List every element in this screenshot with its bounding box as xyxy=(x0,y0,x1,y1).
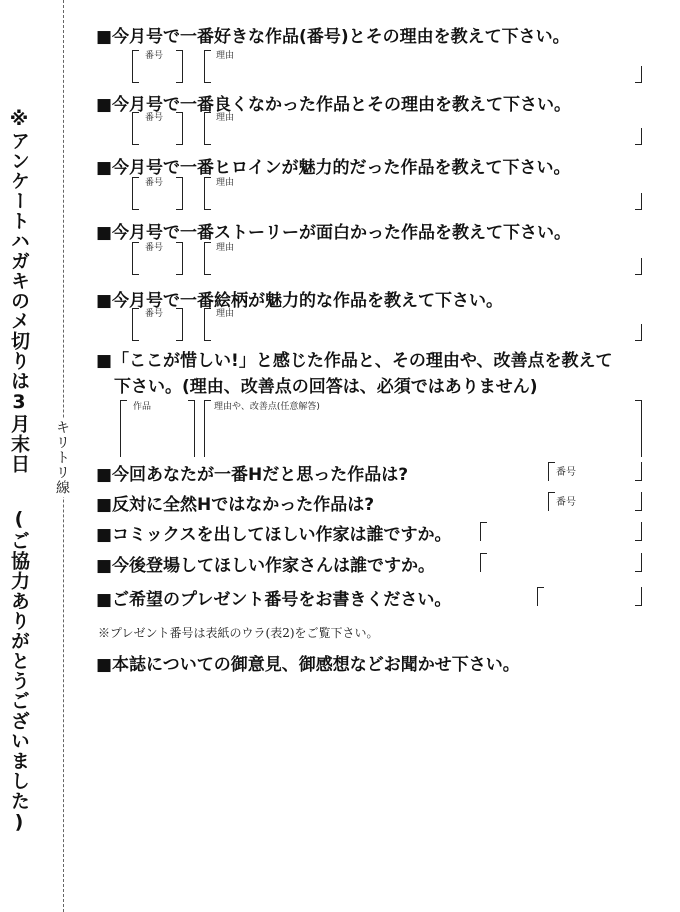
question-story: ■今月号で一番ストーリーが面白かった作品を教えて下さい。 xyxy=(96,223,572,243)
question-new-author: ■今後登場してほしい作家さんは誰ですか。 xyxy=(96,556,436,576)
question-favorite-work: ■今月号で一番好きな作品(番号)とその理由を教えて下さい。 xyxy=(96,27,570,47)
work-label: 作品 xyxy=(133,402,152,412)
reason-label: 理由 xyxy=(216,309,235,319)
reason-label: 理由 xyxy=(216,113,235,123)
number-label: 番号 xyxy=(556,497,576,508)
reason-label: 理由 xyxy=(216,178,235,188)
question-least-h: ■反対に全然Hではなかった作品は? xyxy=(96,495,375,515)
question-art-style: ■今月号で一番絵柄が魅力的な作品を教えて下さい。 xyxy=(96,291,504,311)
question-regret-line1: ■「ここが惜しい!」と感じた作品と、その理由や、改善点を教えて xyxy=(96,351,613,371)
deadline-notice: ※アンケートハガキのメ切りは3月末日 xyxy=(8,108,30,474)
number-label: 番号 xyxy=(145,243,164,253)
question-most-h: ■今回あなたが一番Hだと思った作品は? xyxy=(96,465,409,485)
number-label: 番号 xyxy=(145,309,164,319)
question-comics-author: ■コミックスを出してほしい作家は誰ですか。 xyxy=(96,525,452,545)
question-opinions: ■本誌についての御意見、御感想などお聞かせ下さい。 xyxy=(96,655,520,675)
number-label: 番号 xyxy=(145,113,164,123)
reason-label: 理由 xyxy=(216,51,235,61)
question-present-number: ■ご希望のプレゼント番号をお書きください。 xyxy=(96,590,452,610)
reason-improve-label: 理由や、改善点(任意解答) xyxy=(214,402,320,412)
question-worst-work: ■今月号で一番良くなかった作品とその理由を教えて下さい。 xyxy=(96,95,572,115)
number-label: 番号 xyxy=(556,467,576,478)
reason-label: 理由 xyxy=(216,243,235,253)
question-heroine: ■今月号で一番ヒロインが魅力的だった作品を教えて下さい。 xyxy=(96,158,571,178)
cut-line-label: キリトリ線 xyxy=(54,420,70,495)
question-regret-line2: 下さい。(理由、改善点の回答は、必須ではありません) xyxy=(114,377,538,397)
number-label: 番号 xyxy=(145,178,164,188)
present-note: ※プレゼント番号は表紙のウラ(表2)をご覧下さい。 xyxy=(98,626,379,640)
thanks-note: (ご協力ありがとうございました) xyxy=(8,508,30,834)
number-label: 番号 xyxy=(145,51,164,61)
